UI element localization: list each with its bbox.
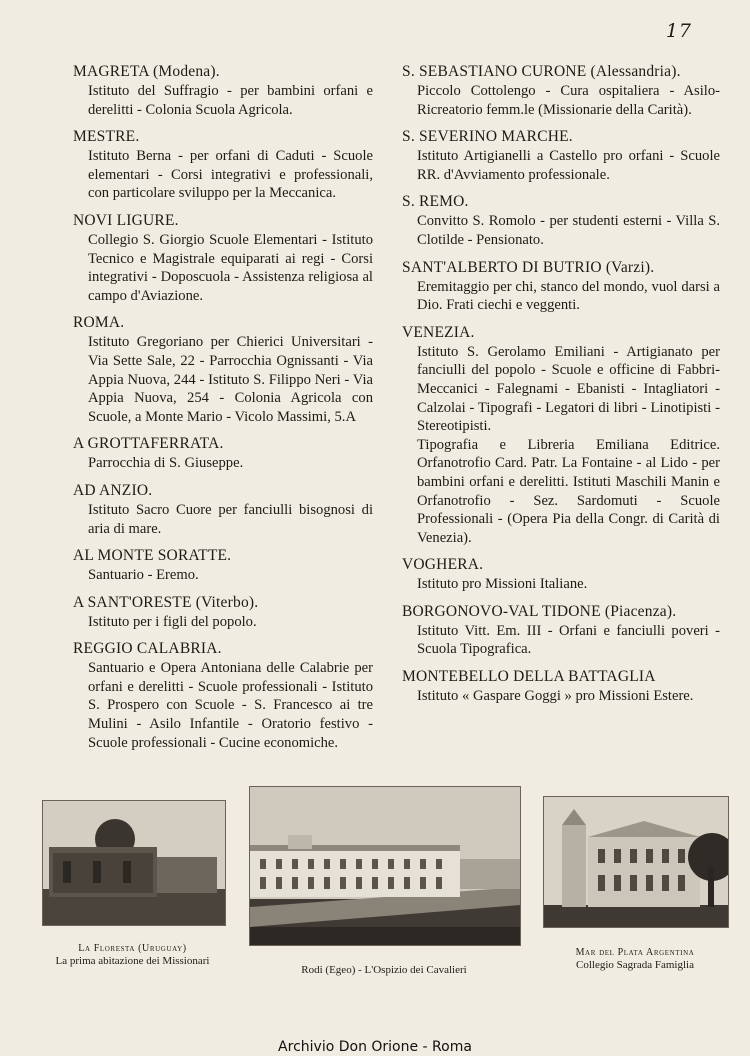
caption-title: Mar del Plata Argentina <box>575 947 695 958</box>
entry-description: Istituto Gregoriano per Chierici Universitari - Via Sette Sale, 22 - Parrocchia Ognissanti - Via Appia Nuova, 244 - Istituto S. Filippo Neri - Via Appia Nuova, 254 - Colonia Agricola con Scuole, a Monte Mario - Vicolo Massimi, 5.A <box>88 334 373 425</box>
entry-place: MAGRETA (Modena). <box>73 63 220 80</box>
entry-place: A GROTTAFERRATA. <box>73 435 224 453</box>
entry-place: S. SEVERINO MARCHE. <box>402 128 573 146</box>
entry-place: ROMA. <box>73 314 125 332</box>
entry-s-sebastiano-curone <box>402 62 720 119</box>
entry-description: Parrocchia di S. Giuseppe. <box>88 455 244 472</box>
entry-roma <box>73 313 373 426</box>
entry-description: Istituto Sacro Cuore per fanciulli bisognosi di aria di mare. <box>88 501 373 537</box>
entry-monte-soratte <box>73 546 373 585</box>
entry-description: Santuario - Eremo. <box>88 567 199 584</box>
entry-place: REGGIO CALABRIA. <box>73 640 222 658</box>
photo-la-floresta <box>42 800 226 926</box>
entry-place: S. SEBASTIANO CURONE (Alessandria). <box>402 63 681 80</box>
entry-description: Convitto S. Romolo - per studenti esterni - Villa S. Clotilde - Pensionato. <box>417 213 720 248</box>
entry-description: Istituto per i figli del popolo. <box>88 613 257 630</box>
entry-sant-oreste <box>73 593 373 632</box>
entry-description: Istituto Vitt. Em. III - Orfani e fanciulli poveri - Scuola Tipografica. <box>417 622 720 658</box>
entry-place: VOGHERA. <box>402 556 484 574</box>
entry-grottaferrata <box>73 434 373 473</box>
entry-description: Istituto pro Missioni Italiane. <box>417 576 588 593</box>
entry-place: S. REMO. <box>402 193 469 211</box>
entry-description: Eremitaggio per chi, stanco del mondo, vuol darsi a Dio. Frati ciechi e veggenti. <box>417 278 720 314</box>
photo-rodi-ospizio-image <box>250 787 520 945</box>
entry-mestre <box>73 127 373 203</box>
entry-voghera <box>402 555 720 594</box>
entry-description: Istituto « Gaspare Goggi » pro Missioni Estere. <box>417 688 694 705</box>
page-number: 17 <box>665 20 692 42</box>
entry-place: MESTRE. <box>73 128 140 146</box>
entry-anzio <box>73 481 373 538</box>
entry-place: VENEZIA. <box>402 323 475 341</box>
photo-la-floresta-image <box>43 801 225 925</box>
entry-description: Istituto S. Gerolamo Emiliani - Artigianato per fanciulli del popolo - Scuole e officine di Fabbri-Meccanici - Falegnami - Ebanisti - Intagliatori - Calzolai - Tipografi - Legatori di libri - Linotipisti - Stereotipisti. <box>417 343 720 435</box>
archive-footer: Archivio Don Orione - Roma <box>278 1039 472 1055</box>
entry-s-severino-marche <box>402 127 720 184</box>
entry-place: AL MONTE SORATTE. <box>73 547 232 565</box>
entry-venezia <box>402 323 720 548</box>
entry-place: A SANT'ORESTE (Viterbo). <box>73 593 259 611</box>
entry-description: Collegio S. Giorgio Scuole Elementari - Istituto Tecnico e Magistrale equiparati ai regi - Corsi integrativi - Doposcuola - Assistenza religiosa al campo d'Aviazione. <box>88 231 373 304</box>
caption-title: La Floresta (Uruguay) <box>78 943 187 954</box>
entry-place: BORGONOVO-VAL TIDONE (Piacenza). <box>402 602 677 620</box>
entry-description: Istituto del Suffragio - per bambini orfani e derelitti - Colonia Scuola Agricola. <box>88 83 373 118</box>
entry-borgonovo-val-tidone <box>402 602 720 659</box>
caption-subtitle: Collegio Sagrada Famiglia <box>576 959 694 971</box>
caption-la-floresta <box>30 942 235 968</box>
entry-montebello-della-battaglia <box>402 667 720 706</box>
entry-description: Istituto Artigianelli a Castello pro orfani - Scuole RR. d'Avviamento professionale. <box>417 148 720 183</box>
caption-subtitle: La prima abitazione dei Missionari <box>55 955 210 967</box>
left-column <box>73 62 373 760</box>
entry-place: SANT'ALBERTO DI BUTRIO (Varzi). <box>402 258 655 276</box>
caption-title: Rodi (Egeo) - L'Ospizio dei Cavalieri <box>301 964 467 976</box>
caption-rodi <box>249 964 519 977</box>
entry-place: MONTEBELLO DELLA BATTAGLIA <box>402 668 656 686</box>
right-column <box>402 62 720 714</box>
entry-description: Piccolo Cottolengo - Cura ospitaliera - Asilo- Ricreatorio femm.le (Missionarie della Carità). <box>417 83 720 118</box>
photo-mar-del-plata <box>543 796 729 928</box>
entry-magreta <box>73 62 373 119</box>
entry-reggio-calabria <box>73 639 373 752</box>
caption-mar-del-plata <box>543 946 727 972</box>
entry-place: AD ANZIO. <box>73 481 153 499</box>
entry-place: NOVI LIGURE. <box>73 211 179 229</box>
photo-mar-del-plata-image <box>544 797 728 927</box>
entry-description: Santuario e Opera Antoniana delle Calabrie per orfani e derelitti - Scuole professionali - Istituto S. Prospero con Scuole - S. Francesco ai tre Mulini - Asilo Infantile - Oratorio festivo - Scuole professionali - Cucine economiche. <box>88 660 373 751</box>
entry-s-remo <box>402 192 720 249</box>
photo-rodi-ospizio <box>249 786 521 946</box>
entry-sant-alberto-di-butrio <box>402 258 720 315</box>
entry-novi-ligure <box>73 211 373 305</box>
entry-description: Istituto Berna - per orfani di Caduti - Scuole elementari - Corsi integrativi e professionali, con particolare sviluppo per la Meccanica. <box>88 148 373 202</box>
entry-description-continued: Tipografia e Libreria Emiliana Editrice. Orfanotrofio Card. Patr. La Fontaine - al Lido - per bambini orfani e derelitti. Istituti Maschili Manin e Orfanotrofio - Sez. Sardomuti - Scuole Professionali - (Opera Pia della Congr. di Carità di Venezia). <box>417 436 720 546</box>
